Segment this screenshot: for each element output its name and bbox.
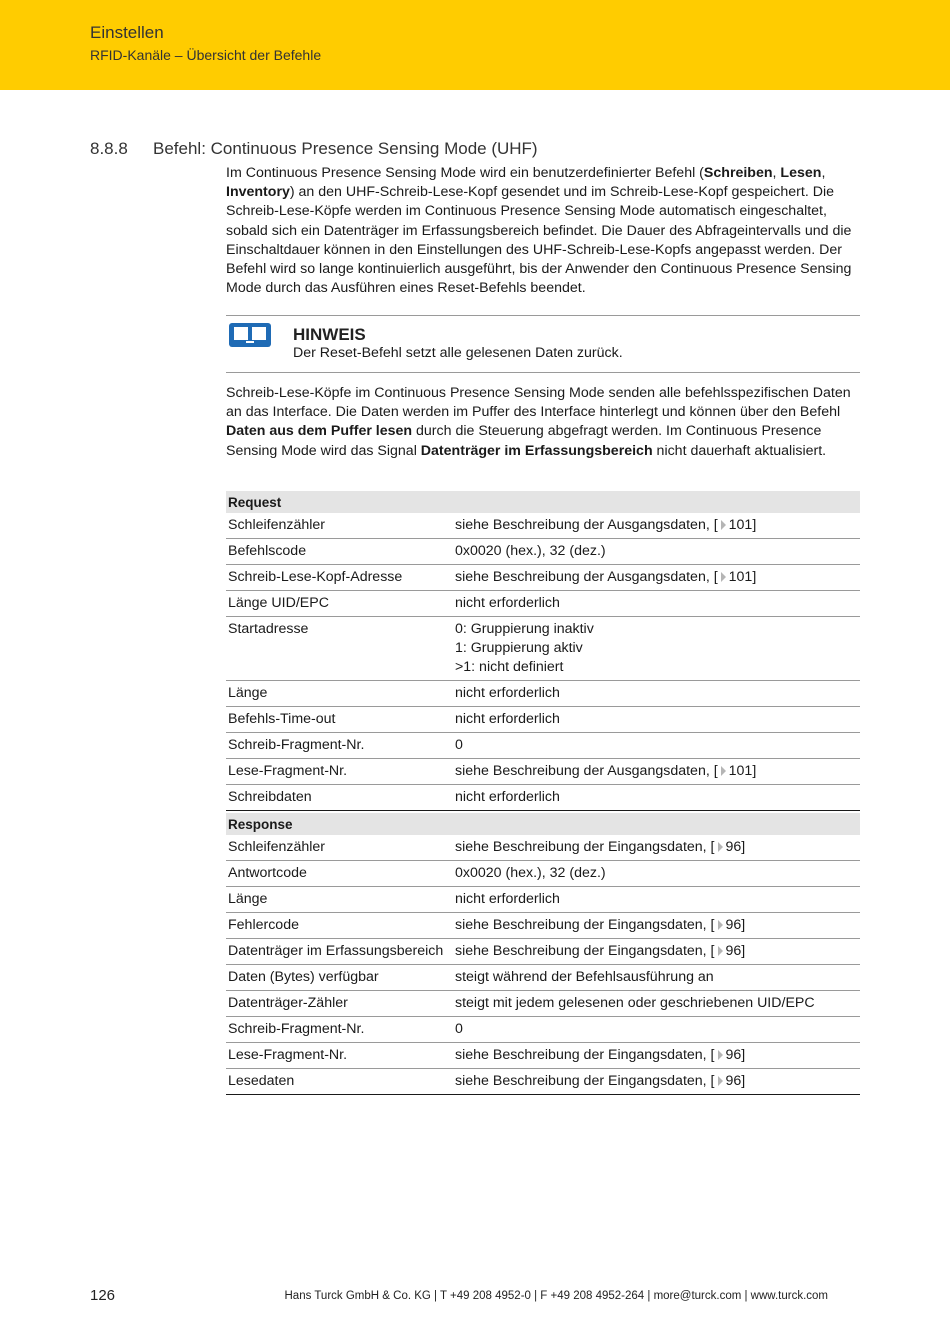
table-row xyxy=(226,759,860,785)
value-line: >1: nicht definiert xyxy=(455,659,564,675)
page-reference-link[interactable]: 96] xyxy=(725,917,746,933)
value-text: 0 xyxy=(455,737,463,753)
row-label: Daten (Bytes) verfügbar xyxy=(226,965,453,991)
response-header: Response xyxy=(226,813,860,835)
triangle-right-icon xyxy=(721,572,726,582)
table-row xyxy=(226,887,860,913)
row-label: Lesedaten xyxy=(226,1069,453,1095)
row-value xyxy=(453,617,860,681)
row-label: Länge xyxy=(226,887,453,913)
page-reference-link[interactable]: 96] xyxy=(725,1047,746,1063)
value-line: 0: Gruppierung inaktiv xyxy=(455,621,594,637)
triangle-right-icon xyxy=(718,920,723,930)
row-value xyxy=(453,991,860,1017)
row-value xyxy=(453,681,860,707)
value-text: siehe Beschreibung der Eingangsdaten, [ xyxy=(455,917,715,933)
row-value xyxy=(453,835,860,861)
row-label: Länge UID/EPC xyxy=(226,591,453,617)
value-text: siehe Beschreibung der Eingangsdaten, [ xyxy=(455,839,715,855)
row-label: Schreibdaten xyxy=(226,785,453,811)
header-subtitle: RFID-Kanäle – Übersicht der Befehle xyxy=(90,47,322,63)
intro-text-3: , xyxy=(821,165,826,181)
page-reference-link[interactable]: 101] xyxy=(728,517,757,533)
para2-bold-1: Daten aus dem Puffer lesen xyxy=(226,423,413,440)
page-reference-link[interactable]: 96] xyxy=(725,943,746,959)
value-line: 1: Gruppierung aktiv xyxy=(455,640,583,656)
intro-bold-2: Lesen xyxy=(780,165,822,181)
value-text: nicht erforderlich xyxy=(455,685,560,701)
page-reference-link[interactable]: 101] xyxy=(728,569,757,585)
intro-text-4: ) an den UHF-Schreib-Lese-Kopf gesendet und im Schreib-Lese-Kopf gespeichert. Die Schreib-Lese-Köpfe werden im Continuous Presence Sensing Mode automatisch eingeschaltet, sobald sich ein Datenträger im Erfassungsbereich befindet. Die Dauer des Abfrageintervalls und die Einschaltdauer können in den Einstellungen des UHF-Schreib-Lese-Kopfs angepasst werden. Der Befehl wird so lange kontinuierlich ausgeführt, bis der Anwender den Continuous Presence Sensing Mode durch das Ausführen eines Reset-Befehls beendet. xyxy=(226,184,852,297)
table-header-row xyxy=(226,813,860,835)
row-value xyxy=(453,539,860,565)
row-label: Schleifenzähler xyxy=(226,835,453,861)
para2-text-3: nicht dauerhaft aktualisiert. xyxy=(652,442,827,459)
row-label: Datenträger im Erfassungsbereich xyxy=(226,939,453,965)
value-text: siehe Beschreibung der Eingangsdaten, [ xyxy=(455,1073,715,1089)
intro-paragraph xyxy=(226,164,862,298)
row-value xyxy=(453,759,860,785)
table-header-row xyxy=(226,491,860,513)
value-text: 0x0020 (hex.), 32 (dez.) xyxy=(455,543,606,559)
row-label: Datenträger-Zähler xyxy=(226,991,453,1017)
row-value xyxy=(453,861,860,887)
intro-bold-3: Inventory xyxy=(226,184,290,201)
row-value xyxy=(453,707,860,733)
note-box xyxy=(226,315,860,373)
row-label: Befehlscode xyxy=(226,539,453,565)
row-label: Befehls-Time-out xyxy=(226,707,453,733)
section-number: 8.8.8 xyxy=(90,139,128,158)
triangle-right-icon xyxy=(718,842,723,852)
value-text: siehe Beschreibung der Ausgangsdaten, [ xyxy=(455,517,718,533)
value-text: nicht erforderlich xyxy=(455,711,560,727)
row-value xyxy=(453,1069,860,1095)
value-text: 0x0020 (hex.), 32 (dez.) xyxy=(455,865,606,881)
value-text: siehe Beschreibung der Ausgangsdaten, [ xyxy=(455,569,718,585)
intro-text-1: Im Continuous Presence Sensing Mode wird ein benutzerdefinierter Befehl ( xyxy=(226,165,704,181)
value-text: siehe Beschreibung der Eingangsdaten, [ xyxy=(455,943,715,959)
value-text: siehe Beschreibung der Eingangsdaten, [ xyxy=(455,1047,715,1063)
table-row xyxy=(226,1043,860,1069)
row-label: Länge xyxy=(226,681,453,707)
value-text: steigt während der Befehlsausführung an xyxy=(455,969,714,985)
value-text: siehe Beschreibung der Ausgangsdaten, [ xyxy=(455,763,718,779)
row-value xyxy=(453,1043,860,1069)
row-value xyxy=(453,965,860,991)
request-table xyxy=(226,491,860,811)
value-text: nicht erforderlich xyxy=(455,595,560,611)
row-value xyxy=(453,591,860,617)
row-value xyxy=(453,513,860,539)
row-value xyxy=(453,887,860,913)
table-row xyxy=(226,991,860,1017)
table-row xyxy=(226,1069,860,1095)
value-text: steigt mit jedem gelesenen oder geschriebenen UID/EPC xyxy=(455,995,815,1011)
row-label: Schreib-Fragment-Nr. xyxy=(226,733,453,759)
section-title: Befehl: Continuous Presence Sensing Mode (UHF) xyxy=(153,139,538,158)
note-title: HINWEIS xyxy=(293,325,366,344)
triangle-right-icon xyxy=(721,766,726,776)
row-value xyxy=(453,939,860,965)
table-row xyxy=(226,565,860,591)
table-row xyxy=(226,913,860,939)
row-label: Startadresse xyxy=(226,617,453,681)
page-header xyxy=(0,0,950,90)
row-label: Schreib-Lese-Kopf-Adresse xyxy=(226,565,453,591)
triangle-right-icon xyxy=(718,1076,723,1086)
buffer-paragraph xyxy=(226,384,862,461)
row-label: Fehlercode xyxy=(226,913,453,939)
row-label: Antwortcode xyxy=(226,861,453,887)
triangle-right-icon xyxy=(718,1050,723,1060)
value-text: nicht erforderlich xyxy=(455,789,560,805)
table-row xyxy=(226,513,860,539)
triangle-right-icon xyxy=(721,520,726,530)
row-label: Schreib-Fragment-Nr. xyxy=(226,1017,453,1043)
header-title: Einstellen xyxy=(90,23,164,42)
table-row xyxy=(226,681,860,707)
footer-contact: Hans Turck GmbH & Co. KG | T +49 208 4952-0 | F +49 208 4952-264 | more@turck.com | www.turck.com xyxy=(284,1290,828,1302)
request-header: Request xyxy=(226,491,860,513)
triangle-right-icon xyxy=(718,946,723,956)
table-row xyxy=(226,861,860,887)
table-row xyxy=(226,939,860,965)
table-row xyxy=(226,539,860,565)
row-value xyxy=(453,1017,860,1043)
row-label: Schleifenzähler xyxy=(226,513,453,539)
row-label: Lese-Fragment-Nr. xyxy=(226,1043,453,1069)
row-value xyxy=(453,565,860,591)
row-value xyxy=(453,733,860,759)
para2-text-1: Schreib-Lese-Köpfe im Continuous Presence Sensing Mode senden alle befehlsspezifischen Daten an das Interface. Die Daten werden im Puffer des Interface hinterlegt und können über den Befehl xyxy=(226,385,851,421)
section-heading xyxy=(90,139,538,159)
table-row xyxy=(226,707,860,733)
intro-bold-1: Schreiben xyxy=(703,165,773,181)
table-row xyxy=(226,617,860,681)
intro-text-2: , xyxy=(772,165,781,181)
page-reference-link[interactable]: 96] xyxy=(725,1073,746,1089)
value-text: 0 xyxy=(455,1021,463,1037)
table-row xyxy=(226,733,860,759)
book-icon xyxy=(229,323,271,347)
note-text: Der Reset-Befehl setzt alle gelesenen Daten zurück. xyxy=(293,345,623,361)
para2-text-2: durch die Steuerung abgefragt werden. Im Continuous Presence Sensing Mode wird das Signal xyxy=(226,423,822,459)
page-reference-link[interactable]: 101] xyxy=(728,763,757,779)
page-number: 126 xyxy=(90,1287,116,1304)
table-row xyxy=(226,835,860,861)
para2-bold-2: Datenträger im Erfassungsbereich xyxy=(420,442,653,459)
response-table xyxy=(226,813,860,1095)
table-row xyxy=(226,965,860,991)
page-reference-link[interactable]: 96] xyxy=(725,839,746,855)
table-row xyxy=(226,1017,860,1043)
row-value xyxy=(453,785,860,811)
table-row xyxy=(226,591,860,617)
table-row xyxy=(226,785,860,811)
row-label: Lese-Fragment-Nr. xyxy=(226,759,453,785)
row-value xyxy=(453,913,860,939)
value-text: nicht erforderlich xyxy=(455,891,560,907)
